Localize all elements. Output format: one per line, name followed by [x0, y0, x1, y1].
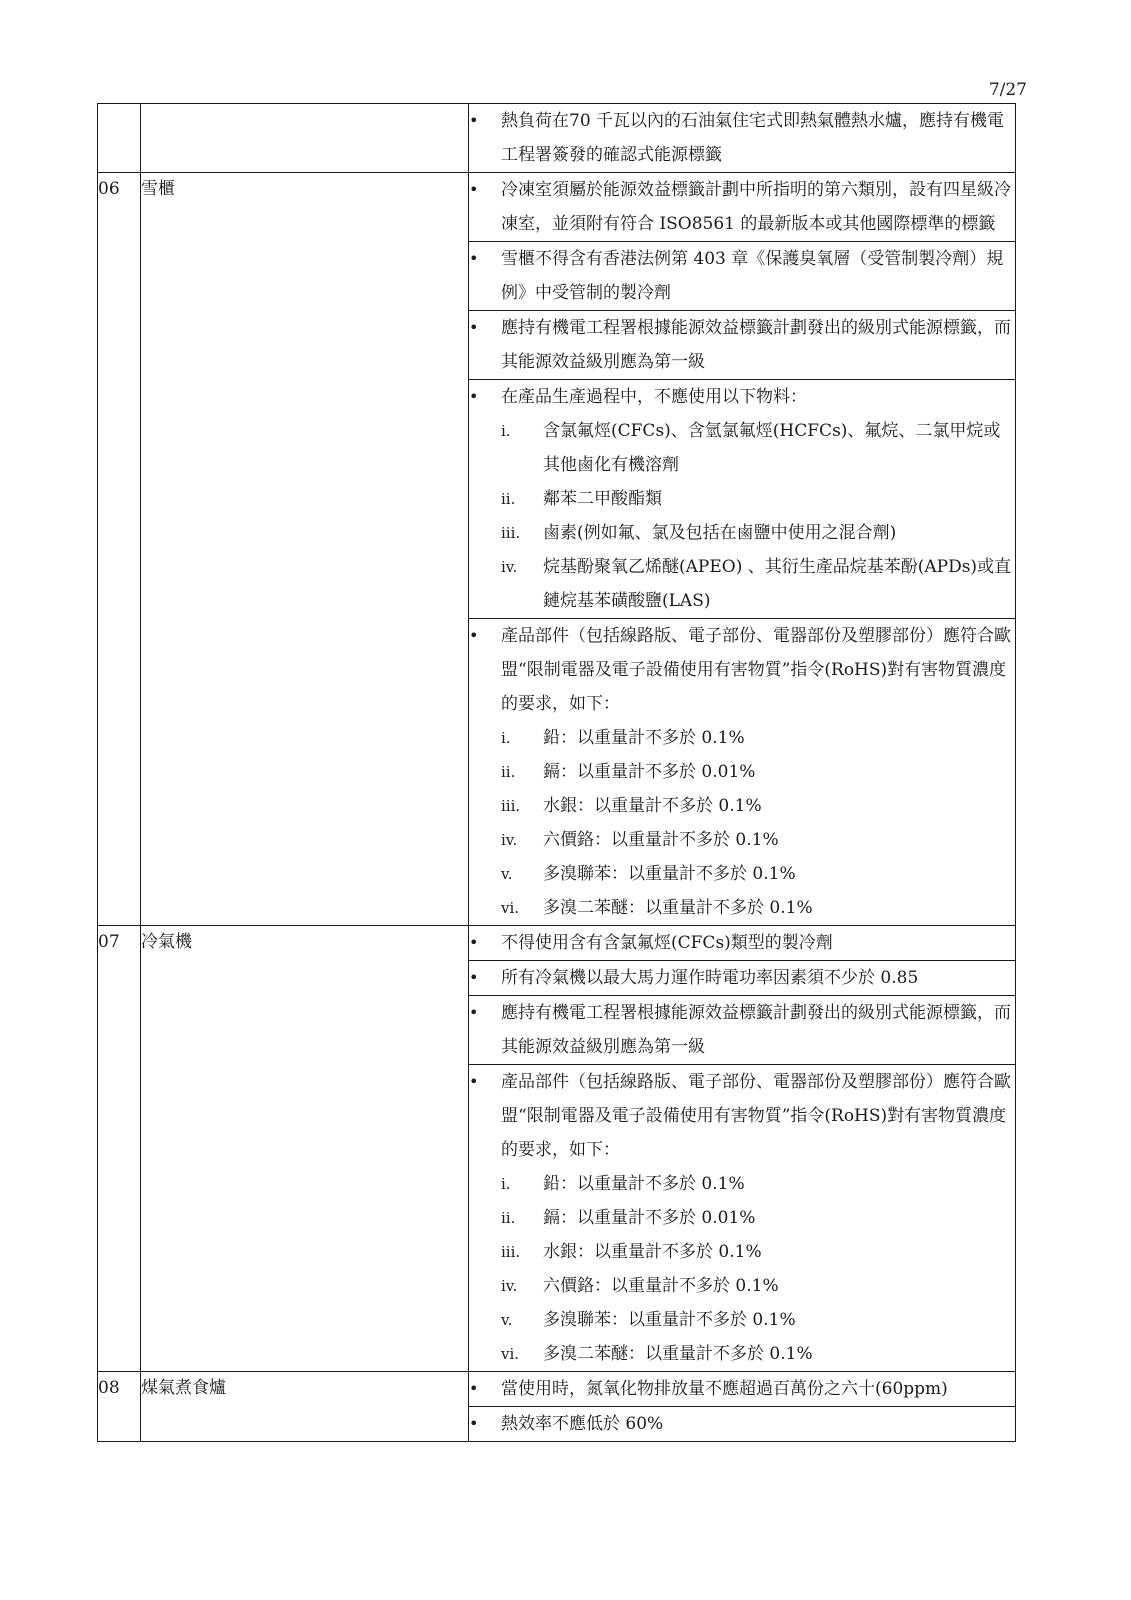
- requirement-item: [469, 961, 1015, 995]
- bullet-icon: •: [469, 387, 479, 406]
- requirement-text: 當使用時，氮氧化物排放量不應超過百萬份之六十(60ppm): [501, 1379, 948, 1399]
- bullet-icon: •: [469, 1003, 479, 1022]
- requirement-text: 熱負荷在70 千瓦以內的石油氣住宅式即熱氣體熱水爐，應持有機電工程署簽發的確認式能源標籤: [501, 111, 1005, 165]
- requirement-cell: [469, 619, 1016, 926]
- table-row: [98, 104, 1016, 173]
- requirement-cell: [469, 996, 1016, 1065]
- sub-item: [469, 891, 1015, 925]
- sub-item: [469, 482, 1015, 516]
- sub-item: [469, 1269, 1015, 1303]
- requirement-cell: [469, 104, 1016, 173]
- page-number: 7/27: [988, 80, 1027, 100]
- requirement-text: 產品部件（包括線路版、電子部份、電器部份及塑膠部份）應符合歐盟“限制電器及電子設備使用有害物質”指令(RoHS)對有害物質濃度的要求，如下：: [501, 1072, 1011, 1160]
- requirement-text: 所有冷氣機以最大馬力運作時電功率因素須不少於 0.85: [501, 968, 919, 988]
- sub-item-marker: ii.: [501, 1209, 516, 1227]
- sub-item-marker: iii.: [501, 1243, 521, 1261]
- sub-item-text: 水銀：以重量計不多於 0.1%: [543, 1242, 762, 1262]
- sub-item-text: 多溴二苯醚：以重量計不多於 0.1%: [543, 898, 813, 918]
- requirement-cell: [469, 961, 1016, 996]
- sub-item-marker: iii.: [501, 797, 521, 815]
- sub-item-marker: ii.: [501, 763, 516, 781]
- sub-item-text: 鉛：以重量計不多於 0.1%: [543, 1174, 745, 1194]
- bullet-icon: •: [469, 249, 479, 268]
- table-row: [98, 173, 1016, 242]
- specification-table-body: [98, 104, 1016, 1442]
- item-number-cell: 07: [98, 926, 141, 1372]
- requirement-text: 在產品生產過程中，不應使用以下物料：: [501, 387, 807, 407]
- sub-item: [469, 1201, 1015, 1235]
- requirement-item: [469, 926, 1015, 960]
- sub-item-text: 鄰苯二甲酸酯類: [543, 489, 662, 509]
- sub-item: [469, 755, 1015, 789]
- product-name-cell: 煤氣煮食爐: [141, 1372, 469, 1442]
- sub-item-text: 鉛：以重量計不多於 0.1%: [543, 728, 745, 748]
- requirement-cell: [469, 1372, 1016, 1407]
- bullet-icon: •: [469, 180, 479, 199]
- sub-item-marker: vi.: [501, 1345, 520, 1363]
- item-number-cell: 08: [98, 1372, 141, 1442]
- sub-item: [469, 1337, 1015, 1371]
- sub-item: [469, 721, 1015, 755]
- sub-item: [469, 1303, 1015, 1337]
- sub-item: [469, 789, 1015, 823]
- sub-item-marker: v.: [501, 1311, 513, 1329]
- sub-item-marker: iv.: [501, 831, 518, 849]
- sub-item-marker: i.: [501, 1175, 511, 1193]
- requirement-cell: [469, 1065, 1016, 1372]
- requirement-cell: [469, 926, 1016, 961]
- requirement-item: [469, 996, 1015, 1064]
- item-number-cell: 06: [98, 173, 141, 926]
- sub-item-marker: i.: [501, 422, 511, 440]
- item-number-cell: [98, 104, 141, 173]
- sub-item-marker: iv.: [501, 558, 518, 576]
- sub-item: [469, 857, 1015, 891]
- requirement-item: [469, 1407, 1015, 1441]
- sub-item-marker: v.: [501, 865, 513, 883]
- sub-item-text: 鎘：以重量計不多於 0.01%: [543, 1208, 756, 1228]
- requirement-item: [469, 380, 1015, 414]
- requirement-text: 產品部件（包括線路版、電子部份、電器部份及塑膠部份）應符合歐盟“限制電器及電子設備使用有害物質”指令(RoHS)對有害物質濃度的要求，如下：: [501, 626, 1011, 714]
- sub-item: [469, 823, 1015, 857]
- product-name-cell: [141, 104, 469, 173]
- bullet-icon: •: [469, 626, 479, 645]
- sub-item: [469, 414, 1015, 482]
- requirement-text: 應持有機電工程署根據能源效益標籤計劃發出的級別式能源標籤，而其能源效益級別應為第一級: [501, 318, 1011, 372]
- requirement-item: [469, 1065, 1015, 1167]
- sub-item-marker: vi.: [501, 899, 520, 917]
- sub-item-marker: iv.: [501, 1277, 518, 1295]
- bullet-icon: •: [469, 1379, 479, 1398]
- sub-item-text: 六價鉻：以重量計不多於 0.1%: [543, 830, 779, 850]
- sub-item-text: 多溴聯苯：以重量計不多於 0.1%: [543, 864, 796, 884]
- requirement-text: 熱效率不應低於 60%: [501, 1414, 664, 1434]
- sub-item-text: 鎘：以重量計不多於 0.01%: [543, 762, 756, 782]
- requirement-item: [469, 173, 1015, 241]
- requirement-cell: [469, 173, 1016, 242]
- sub-item-text: 鹵素(例如氟、氯及包括在鹵鹽中使用之混合劑): [543, 523, 897, 543]
- specification-table: [97, 103, 1016, 1442]
- requirement-cell: [469, 380, 1016, 619]
- sub-item: [469, 1235, 1015, 1269]
- table-row: [98, 1372, 1016, 1407]
- requirement-text: 雪櫃不得含有香港法例第 403 章《保護臭氧層（受管制製冷劑）規例》中受管制的製冷劑: [501, 249, 1004, 303]
- bullet-icon: •: [469, 1072, 479, 1091]
- bullet-icon: •: [469, 318, 479, 337]
- sub-item-text: 多溴聯苯：以重量計不多於 0.1%: [543, 1310, 796, 1330]
- product-name-cell: 冷氣機: [141, 926, 469, 1372]
- requirement-cell: [469, 311, 1016, 380]
- requirement-item: [469, 242, 1015, 310]
- sub-item-marker: i.: [501, 729, 511, 747]
- requirement-item: [469, 619, 1015, 721]
- sub-item-marker: ii.: [501, 490, 516, 508]
- requirement-text: 應持有機電工程署根據能源效益標籤計劃發出的級別式能源標籤，而其能源效益級別應為第一級: [501, 1003, 1011, 1057]
- sub-item-marker: iii.: [501, 524, 521, 542]
- requirement-item: [469, 104, 1015, 172]
- table-row: [98, 926, 1016, 961]
- sub-item-text: 六價鉻：以重量計不多於 0.1%: [543, 1276, 779, 1296]
- sub-item-text: 含氯氟烴(CFCs)、含氫氯氟烴(HCFCs)、氟烷、二氯甲烷或其他鹵化有機溶劑: [543, 421, 1001, 475]
- sub-item: [469, 516, 1015, 550]
- bullet-icon: •: [469, 1414, 479, 1433]
- requirement-text: 冷凍室須屬於能源效益標籤計劃中所指明的第六類別，設有四星級冷凍室，並須附有符合 ISO8561 的最新版本或其他國際標準的標籤: [501, 180, 1011, 234]
- product-name-cell: 雪櫃: [141, 173, 469, 926]
- bullet-icon: •: [469, 933, 479, 952]
- sub-item: [469, 550, 1015, 618]
- requirement-item: [469, 311, 1015, 379]
- bullet-icon: •: [469, 111, 479, 130]
- sub-item-text: 多溴二苯醚：以重量計不多於 0.1%: [543, 1344, 813, 1364]
- requirement-cell: [469, 1407, 1016, 1442]
- requirement-cell: [469, 242, 1016, 311]
- sub-item: [469, 1167, 1015, 1201]
- sub-item-text: 水銀：以重量計不多於 0.1%: [543, 796, 762, 816]
- bullet-icon: •: [469, 968, 479, 987]
- sub-item-text: 烷基酚聚氧乙烯醚(APEO) 、其衍生產品烷基苯酚(APDs)或直鏈烷基苯磺酸鹽(LAS): [543, 557, 1012, 611]
- requirement-text: 不得使用含有含氯氟烴(CFCs)類型的製冷劑: [501, 933, 833, 953]
- requirement-item: [469, 1372, 1015, 1406]
